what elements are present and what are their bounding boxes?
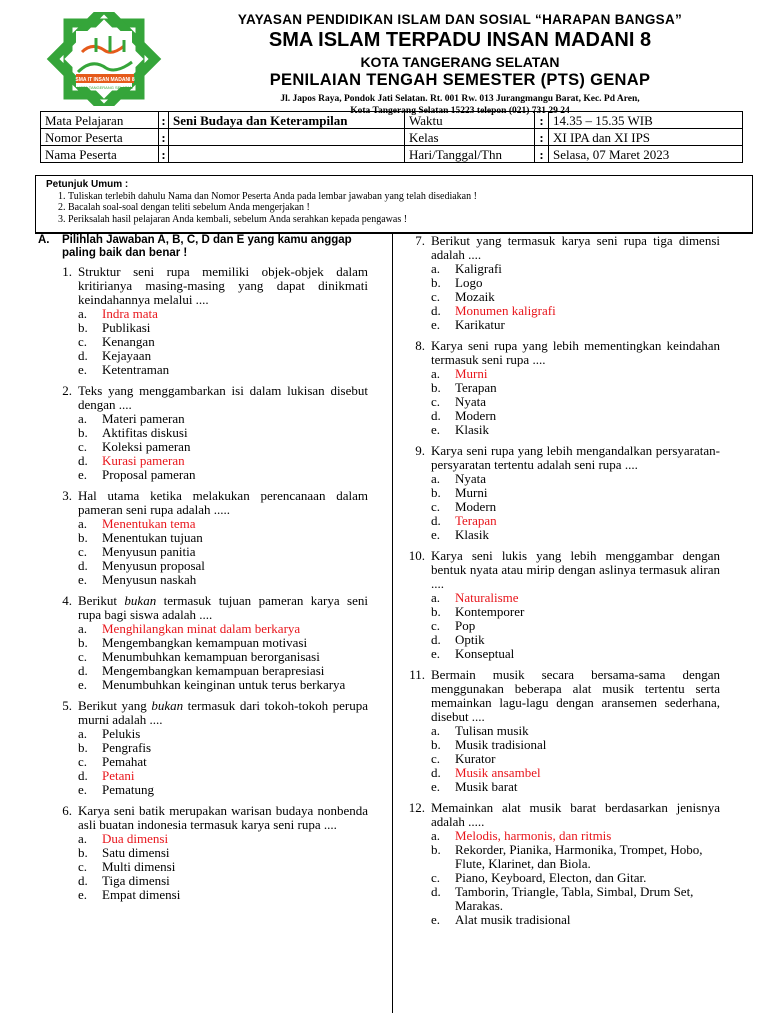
option-text: Kurasi pameran (102, 453, 185, 468)
option-text: Satu dimensi (102, 845, 170, 860)
answer-option[interactable] (431, 647, 720, 661)
question-stem: Karya seni rupa yang lebih mengandalkan persyaratan-persyaratan tertentu adalah seni rupa .... (431, 443, 720, 472)
instruction-item: 2. Bacalah soal-soal dengan teliti sebelum Anda mengerjakan ! (68, 202, 742, 214)
option-text: Melodis, harmonis, dan ritmis (455, 828, 612, 843)
info-label: Hari/Tanggal/Thn (405, 146, 535, 163)
option-text: Kontemporer (455, 604, 525, 619)
answer-option[interactable] (78, 321, 368, 335)
option-letter: a. (431, 366, 441, 381)
option-text: Konseptual (455, 646, 515, 661)
question-list (407, 234, 720, 927)
stem-text: Berikut yang (78, 698, 152, 713)
option-text: Empat dimensi (102, 887, 181, 902)
info-label: Waktu (405, 112, 535, 129)
option-letter: c. (78, 649, 88, 664)
answer-option[interactable] (431, 871, 720, 885)
class-value: XI IPA dan XI IPS (549, 129, 743, 146)
option-text: Terapan (455, 513, 497, 528)
option-text: Modern (455, 408, 497, 423)
address-line-2: Kota Tangerang Selatan 15223 telepon (021) 731 29 24 (350, 106, 570, 116)
option-letter: d. (431, 884, 441, 899)
question-number: 12. (408, 800, 425, 815)
question-number: 1. (62, 264, 72, 279)
answer-option-highlighted[interactable] (431, 591, 720, 605)
option-letter: e. (431, 779, 441, 794)
question-item (407, 339, 720, 437)
answer-option-highlighted[interactable] (78, 517, 368, 531)
option-text: Multi dimensi (102, 859, 176, 874)
option-text: Menyusun panitia (102, 544, 196, 559)
option-text: Menumbuhkan keinginan untuk terus berkarya (102, 677, 346, 692)
option-text: Kurator (455, 751, 496, 766)
option-letter: d. (78, 873, 88, 888)
option-text: Logo (455, 275, 483, 290)
question-body (78, 384, 368, 482)
option-letter: c. (78, 439, 88, 454)
option-text: Publikasi (102, 320, 151, 335)
answer-option[interactable] (78, 335, 368, 349)
question-body (78, 699, 368, 797)
column-divider (392, 233, 393, 1013)
question-item (38, 699, 368, 797)
school-city: KOTA TANGERANG SELATAN (360, 54, 560, 70)
option-text: Murni (455, 485, 488, 500)
option-text: Indra mata (102, 306, 158, 321)
option-letter: d. (431, 632, 441, 647)
question-stem (78, 594, 368, 622)
info-row (41, 129, 743, 146)
option-letter: e. (431, 912, 441, 927)
option-letter: b. (431, 604, 441, 619)
instruction-item: 1. Tuliskan terlebih dahulu Nama dan Nomor Peserta Anda pada lembar jawaban yang telah disediakan ! (68, 191, 742, 203)
option-letter: a. (431, 723, 441, 738)
question-stem: Karya seni lukis yang lebih menggambar dengan bentuk nyata atau mirip dengan aslinya termasuk aliran .... (431, 548, 720, 591)
general-instructions (35, 175, 753, 234)
answer-option[interactable] (431, 262, 720, 276)
instructions-list (46, 191, 742, 226)
answer-option[interactable] (78, 874, 368, 888)
option-letter: e. (78, 677, 88, 692)
letterhead (190, 10, 730, 117)
answer-option[interactable] (431, 633, 720, 647)
answer-option[interactable] (78, 650, 368, 664)
answer-option[interactable] (431, 528, 720, 542)
answer-option[interactable] (431, 276, 720, 290)
option-letter: a. (78, 516, 88, 531)
answer-option[interactable] (78, 678, 368, 692)
option-letter: a. (78, 306, 88, 321)
answer-option[interactable] (431, 423, 720, 437)
option-letter: e. (78, 887, 88, 902)
question-stem (78, 699, 368, 727)
question-body (431, 668, 720, 794)
option-letter: c. (78, 754, 88, 769)
answer-option[interactable] (431, 738, 720, 752)
option-letter: e. (431, 317, 441, 332)
option-text: Monumen kaligrafi (455, 303, 556, 318)
option-letter: e. (78, 467, 88, 482)
subject-value: Seni Budaya dan Keterampilan (169, 112, 405, 129)
answer-option[interactable] (431, 500, 720, 514)
option-text: Piano, Keyboard, Electon, dan Gitar. (455, 870, 647, 885)
info-label: Mata Pelajaran (41, 112, 159, 129)
answer-option[interactable] (78, 363, 368, 377)
option-text: Menyusun proposal (102, 558, 205, 573)
option-text: Nyata (455, 471, 487, 486)
participant-name-field[interactable] (169, 146, 405, 163)
option-letter: c. (78, 859, 88, 874)
answer-option[interactable] (431, 486, 720, 500)
foundation-name: YAYASAN PENDIDIKAN ISLAM DAN SOSIAL “HARAPAN BANGSA” (237, 12, 683, 27)
answer-option[interactable] (431, 290, 720, 304)
answer-option[interactable] (78, 573, 368, 587)
option-letter: b. (78, 740, 88, 755)
option-text: Menentukan tema (102, 516, 196, 531)
answer-option[interactable] (78, 636, 368, 650)
answer-option[interactable] (78, 888, 368, 902)
info-colon: : (159, 129, 169, 146)
option-text: Pengrafis (102, 740, 152, 755)
info-colon: : (535, 112, 549, 129)
time-value: 14.35 – 15.35 WIB (549, 112, 743, 129)
option-text: Menyusun naskah (102, 572, 197, 587)
option-letter: a. (431, 261, 441, 276)
question-body (78, 594, 368, 692)
option-letter: d. (78, 768, 88, 783)
info-row (41, 112, 743, 129)
question-item (38, 489, 368, 587)
option-text: Aktifitas diskusi (102, 425, 188, 440)
answer-option[interactable] (78, 426, 368, 440)
question-number: 9. (415, 443, 425, 458)
answer-option[interactable] (431, 843, 720, 871)
option-letter: e. (431, 527, 441, 542)
stem-emphasis: bukan (151, 698, 184, 713)
instructions-title: Petunjuk Umum : (46, 179, 129, 190)
question-stem: Hal utama ketika melakukan perencanaan dalam pameran seni rupa adalah ..... (78, 488, 368, 517)
question-item (407, 234, 720, 332)
option-letter: e. (78, 782, 88, 797)
section-letter: A. (38, 234, 50, 246)
option-letter: b. (431, 842, 441, 857)
option-text: Karikatur (455, 317, 505, 332)
option-letter: c. (78, 544, 88, 559)
option-letter: b. (78, 845, 88, 860)
answer-option-highlighted[interactable] (431, 367, 720, 381)
option-text: Petani (102, 768, 135, 783)
option-letter: c. (431, 289, 441, 304)
svg-text:SMA IT INSAN MADANI 8: SMA IT INSAN MADANI 8 (75, 77, 135, 83)
option-text: Tulisan musik (455, 723, 529, 738)
answer-option[interactable] (431, 885, 720, 913)
option-letter: c. (431, 618, 441, 633)
question-stem: Karya seni batik merupakan warisan budaya nonbenda asli buatan indonesia termasuk karya seni rupa .... (78, 803, 368, 832)
option-text: Klasik (455, 527, 489, 542)
answer-option-highlighted[interactable] (431, 304, 720, 318)
option-text: Kaligrafi (455, 261, 502, 276)
answer-option[interactable] (78, 468, 368, 482)
option-text: Menentukan tujuan (102, 530, 203, 545)
option-letter: b. (78, 320, 88, 335)
option-text: Kenangan (102, 334, 155, 349)
option-letter: b. (78, 425, 88, 440)
exam-info-table (40, 111, 743, 163)
question-stem: Berikut yang termasuk karya seni rupa tiga dimensi adalah .... (431, 233, 720, 262)
option-letter: a. (431, 828, 441, 843)
option-letter: a. (78, 411, 88, 426)
option-letter: c. (431, 394, 441, 409)
info-label: Nama Peserta (41, 146, 159, 163)
answer-option[interactable] (431, 472, 720, 486)
answer-option-highlighted[interactable] (78, 454, 368, 468)
question-number: 4. (62, 593, 72, 608)
answer-option-highlighted[interactable] (78, 832, 368, 846)
option-letter: d. (431, 408, 441, 423)
question-item (407, 549, 720, 661)
option-letter: e. (431, 422, 441, 437)
info-colon: : (535, 129, 549, 146)
option-text: Modern (455, 499, 497, 514)
answer-option-highlighted[interactable] (431, 766, 720, 780)
question-number: 11. (409, 667, 425, 682)
question-item (38, 384, 368, 482)
answer-option[interactable] (431, 752, 720, 766)
option-letter: a. (78, 621, 88, 636)
answer-option[interactable] (78, 860, 368, 874)
question-item (38, 594, 368, 692)
info-row (41, 146, 743, 163)
option-text: Pop (455, 618, 476, 633)
option-text: Nyata (455, 394, 487, 409)
question-number: 7. (415, 233, 425, 248)
answer-option[interactable] (431, 619, 720, 633)
option-letter: b. (78, 530, 88, 545)
answer-option[interactable] (431, 605, 720, 619)
question-stem: Karya seni rupa yang lebih mementingkan keindahan termasuk seni rupa .... (431, 338, 720, 367)
stem-emphasis: bukan (124, 593, 157, 608)
answer-option[interactable] (431, 724, 720, 738)
section-title: Pilihlah Jawaban A, B, C, D dan E yang kamu anggap paling baik dan benar ! (62, 234, 352, 259)
option-letter: c. (431, 870, 441, 885)
answer-option[interactable] (431, 395, 720, 409)
answer-option-highlighted[interactable] (78, 622, 368, 636)
option-text: Menghilangkan minat dalam berkarya (102, 621, 301, 636)
participant-number-field[interactable] (169, 129, 405, 146)
question-item (407, 801, 720, 927)
stem-text: Berikut (78, 593, 125, 608)
date-value: Selasa, 07 Maret 2023 (549, 146, 743, 163)
option-text: Rekorder, Pianika, Harmonika, Trompet, Hobo, Flute, Klarinet, dan Biola. (455, 842, 703, 871)
option-letter: d. (431, 303, 441, 318)
option-letter: c. (431, 499, 441, 514)
answer-option[interactable] (78, 531, 368, 545)
option-text: Ketentraman (102, 362, 170, 377)
question-number: 8. (415, 338, 425, 353)
answer-option-highlighted[interactable] (431, 829, 720, 843)
option-text: Materi pameran (102, 411, 185, 426)
answer-option[interactable] (78, 755, 368, 769)
option-letter: e. (78, 362, 88, 377)
option-letter: b. (431, 275, 441, 290)
question-stem: Memainkan alat musik barat berdasarkan jenisnya adalah ..... (431, 800, 720, 829)
question-body (78, 265, 368, 377)
info-colon: : (535, 146, 549, 163)
info-colon: : (159, 112, 169, 129)
questions-left-column (38, 234, 368, 909)
answer-option[interactable] (78, 846, 368, 860)
answer-option[interactable] (431, 381, 720, 395)
option-text: Murni (455, 366, 488, 381)
option-text: Musik tradisional (455, 737, 547, 752)
option-text: Menumbuhkan kemampuan berorganisasi (102, 649, 320, 664)
answer-option[interactable] (431, 780, 720, 794)
answer-option[interactable] (78, 545, 368, 559)
question-body (431, 549, 720, 661)
answer-option-highlighted[interactable] (78, 769, 368, 783)
option-letter: d. (78, 348, 88, 363)
question-number: 6. (62, 803, 72, 818)
stem-text: termasuk tujuan pameran karya seni rupa bagi siswa adalah .... (78, 593, 368, 622)
option-letter: d. (78, 453, 88, 468)
option-text: Mengembangkan kemampuan motivasi (102, 635, 308, 650)
option-letter: a. (431, 590, 441, 605)
answer-option-highlighted[interactable] (78, 307, 368, 321)
question-list (38, 265, 368, 902)
option-text: Naturalisme (455, 590, 519, 605)
question-body (78, 489, 368, 587)
question-stem: Bermain musik secara bersama-sama dengan menggunakan beberapa alat musik tertentu serta memainkan lagu-lagu dengan aransemen sederhana, disebut .... (431, 667, 720, 724)
option-letter: d. (78, 558, 88, 573)
option-text: Alat musik tradisional (455, 912, 571, 927)
option-letter: a. (431, 471, 441, 486)
option-text: Tiga dimensi (102, 873, 170, 888)
option-text: Klasik (455, 422, 489, 437)
answer-option[interactable] (431, 409, 720, 423)
questions-right-column (407, 234, 720, 934)
info-label: Kelas (405, 129, 535, 146)
option-text: Tamborin, Triangle, Tabla, Simbal, Drum Set, Marakas. (455, 884, 694, 913)
question-stem: Teks yang menggambarkan isi dalam lukisan disebut dengan .... (78, 383, 368, 412)
option-letter: a. (78, 831, 88, 846)
question-number: 2. (62, 383, 72, 398)
exam-title: PENILAIAN TENGAH SEMESTER (PTS) GENAP (269, 71, 651, 89)
answer-option-highlighted[interactable] (431, 514, 720, 528)
option-letter: b. (431, 737, 441, 752)
answer-option[interactable] (78, 664, 368, 678)
option-text: Musik barat (455, 779, 518, 794)
option-text: Optik (455, 632, 485, 647)
option-letter: b. (78, 635, 88, 650)
info-colon: : (159, 146, 169, 163)
question-item (407, 444, 720, 542)
option-letter: d. (431, 513, 441, 528)
school-name: SMA ISLAM TERPADU INSAN MADANI 8 (268, 29, 652, 51)
answer-option[interactable] (78, 727, 368, 741)
answer-option[interactable] (431, 913, 720, 927)
option-text: Dua dimensi (102, 831, 169, 846)
question-item (38, 265, 368, 377)
option-text: Kejayaan (102, 348, 152, 363)
question-body (431, 444, 720, 542)
question-body (78, 804, 368, 902)
stem-text: termasuk dari tokoh-tokoh perupa murni adalah .... (78, 698, 368, 727)
question-number: 10. (408, 548, 425, 563)
question-stem: Struktur seni rupa memiliki objek-objek dalam kritirianya masing-masing yang dapat dinikmati keindahannya melalui .... (78, 264, 368, 307)
question-body (431, 234, 720, 332)
answer-option[interactable] (78, 349, 368, 363)
option-text: Terapan (455, 380, 497, 395)
option-letter: d. (78, 663, 88, 678)
option-text: Koleksi pameran (102, 439, 191, 454)
option-letter: b. (431, 380, 441, 395)
option-text: Pemahat (102, 754, 147, 769)
info-label: Nomor Peserta (41, 129, 159, 146)
answer-option[interactable] (78, 783, 368, 797)
option-letter: d. (431, 765, 441, 780)
answer-option[interactable] (78, 440, 368, 454)
option-text: Mozaik (455, 289, 495, 304)
option-letter: e. (431, 646, 441, 661)
option-letter: e. (78, 572, 88, 587)
answer-option[interactable] (78, 412, 368, 426)
answer-option[interactable] (431, 318, 720, 332)
answer-option[interactable] (78, 741, 368, 755)
option-letter: c. (431, 751, 441, 766)
question-number: 3. (62, 488, 72, 503)
option-letter: a. (78, 726, 88, 741)
option-text: Proposal pameran (102, 467, 196, 482)
school-emblem-icon (34, 12, 184, 106)
option-letter: b. (431, 485, 441, 500)
option-text: Pematung (102, 782, 154, 797)
svg-text:KOTA TANGERANG SELATAN: KOTA TANGERANG SELATAN (77, 85, 133, 90)
option-letter: c. (78, 334, 88, 349)
question-number: 5. (62, 698, 72, 713)
section-heading (38, 234, 368, 260)
option-text: Pelukis (102, 726, 141, 741)
option-text: Musik ansambel (455, 765, 541, 780)
question-item (38, 804, 368, 902)
question-body (431, 339, 720, 437)
question-item (407, 668, 720, 794)
question-body (431, 801, 720, 927)
address-line-1: Jl. Japos Raya, Pondok Jati Selatan. Rt. 001 Rw. 013 Jurangmangu Barat, Kec. Pd Aren, (280, 94, 640, 104)
answer-option[interactable] (78, 559, 368, 573)
instruction-item: 3. Periksalah hasil pelajaran Anda kembali, sebelum Anda serahkan kepada pengawas ! (68, 214, 742, 226)
option-text: Mengembangkan kemampuan berapresiasi (102, 663, 325, 678)
